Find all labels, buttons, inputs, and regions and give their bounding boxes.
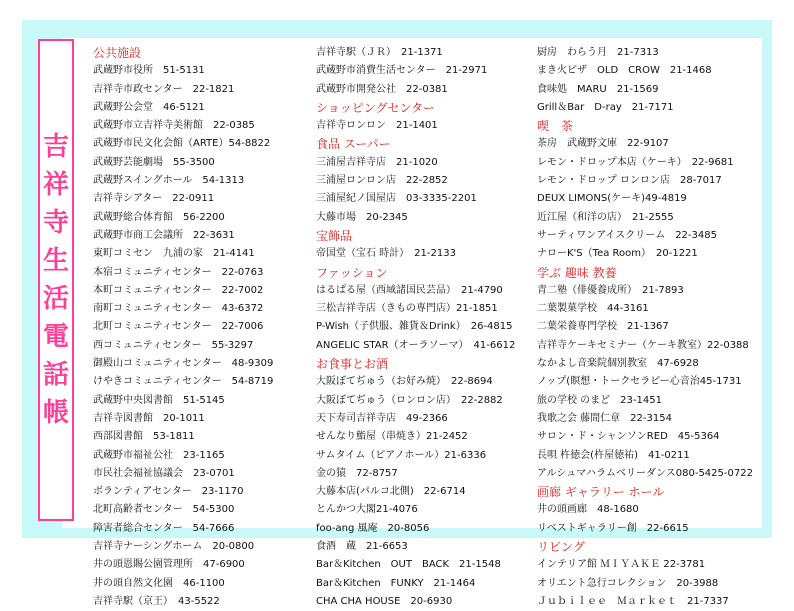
directory-entry: 井の頭画廊 48-1680 <box>537 504 639 516</box>
directory-entry: DEUX LIMONS(ケーキ)49-4819 <box>537 193 687 205</box>
title-vertical <box>38 39 74 521</box>
directory-entry: 食酒 蔵 21-6653 <box>316 541 408 553</box>
directory-entry: 吉祥寺駅（京王） 43-5522 <box>93 595 220 607</box>
directory-entry: 帝国堂（宝石 時計） 21-2133 <box>316 248 456 260</box>
directory-entry: 武蔵野公会堂 46-5121 <box>93 101 205 113</box>
directory-entry: 近江屋（和洋の店） 21-2555 <box>537 211 674 223</box>
title-char: 帳 <box>42 398 69 428</box>
directory-column-3 <box>537 44 767 611</box>
category-heading: 公共施設 <box>93 46 142 60</box>
directory-entry: 武蔵野総合体育館 56-2200 <box>93 211 225 223</box>
directory-entry: せんなり鮨屋（串焼き）21-2452 <box>316 431 468 443</box>
directory-entry: 武蔵野市役所 51-5131 <box>93 65 205 77</box>
directory-entry: 北町コミュニティセンター 22-7006 <box>93 321 264 333</box>
directory-entry: サロン・ド・シャンソンRED 45-5364 <box>537 431 720 443</box>
category-heading: リビング <box>537 540 585 555</box>
directory-entry: はるぱる屋（西域諸国民芸品） 21-4790 <box>316 284 503 296</box>
directory-entry: 吉祥寺ケーキセミナー（ケーキ教室）22-0388 <box>537 339 749 351</box>
directory-entry: 武蔵野中央図書館 51-5145 <box>93 394 225 406</box>
directory-entry: 長唄 杵徳会(杵屋徳祐) 41-0211 <box>537 449 690 461</box>
directory-entry: 三浦屋紀ノ国屋店 03-3335-2201 <box>316 193 477 205</box>
directory-entry: 厨房 わらう月 21-7313 <box>537 47 659 58</box>
directory-entry: Bar＆Kitchen OUT BACK 21-1548 <box>316 559 501 571</box>
directory-entry: サムタイム（ピアノホール）21-6336 <box>316 449 487 461</box>
directory-entry: 三松吉祥寺店（きもの専門店）21-1851 <box>316 303 498 315</box>
category-heading: 宝飾品 <box>316 228 353 243</box>
category-heading: 学ぶ 趣味 教養 <box>537 265 617 280</box>
directory-entry: ノップ(瞑想・トークセラピー心音治45-1731 <box>537 376 742 388</box>
directory-entry: 三浦屋ロンロン店 22-2852 <box>316 175 448 187</box>
directory-entry: 青二塾（俳優養成所） 21-7893 <box>537 284 684 296</box>
directory-entry: 三浦屋吉祥寺店 21-1020 <box>316 156 438 168</box>
directory-entry: 吉祥寺ナーシングホーム 20-0800 <box>93 541 255 553</box>
directory-entry: 武蔵野市商工会議所 22-3631 <box>93 229 235 241</box>
directory-entry: ANGELIC STAR（オーラソーマ） 41-6612 <box>316 339 516 351</box>
category-heading: 食品 スーパー <box>316 137 391 152</box>
directory-entry: なかよし音楽院個別教室 47-6928 <box>537 358 699 370</box>
directory-entry: 二葉製菓学校 44-3161 <box>537 303 649 315</box>
directory-entry: 食味処 MARU 21-1569 <box>537 83 659 95</box>
directory-column-1 <box>93 44 323 611</box>
category-heading: ショッピングセンター <box>316 100 436 115</box>
directory-entry: CHA CHA HOUSE 20-6930 <box>316 595 453 607</box>
directory-entry: オリエント急行コレクション 20-3988 <box>537 577 719 589</box>
directory-entry: 大藤市場 20-2345 <box>316 211 408 223</box>
directory-entry: 大阪ぼてぢゅう（お好み焼） 22-8694 <box>316 376 493 388</box>
directory-entry: 茶房 武蔵野文庫 22-9107 <box>537 138 669 150</box>
directory-entry: 吉祥寺図書館 20-1011 <box>93 412 205 424</box>
title-char: 寺 <box>42 208 69 238</box>
directory-entry: 武蔵野市立吉祥寺美術館 22-0385 <box>93 120 255 132</box>
directory-entry: 大藤本店(パルコ北側) 22-6714 <box>316 486 466 498</box>
directory-entry: 本宿コミュニティセンター 22-0763 <box>93 266 264 278</box>
directory-entry: 市民社会福祉協議会 23-0701 <box>93 467 235 479</box>
directory-entry: 吉祥寺ロンロン 21-1401 <box>316 120 438 132</box>
directory-entry: レモン・ドロップ本店（ケーキ） 22-9681 <box>537 156 734 168</box>
title-char: 吉 <box>42 132 69 162</box>
directory-entry: 武蔵野市福祉公社 23-1165 <box>93 449 225 461</box>
directory-entry: 西部図書館 53-1811 <box>93 431 195 443</box>
category-heading: 画廊 ギャラリー ホール <box>537 485 665 500</box>
directory-entry: 東町コミセン 九浦の家 21-4141 <box>93 248 255 260</box>
directory-entry: 大阪ぼてぢゅう（ロンロン店） 22-2882 <box>316 394 503 406</box>
directory-entry: 吉祥寺駅（ＪＲ） 21-1371 <box>316 47 443 58</box>
directory-entry: インテリア館 ＭＩＹＡＫＥ 22-3781 <box>537 559 706 571</box>
directory-entry: 北町高齢者センター 54-5300 <box>93 504 235 516</box>
directory-entry: 障害者総合センター 54-7666 <box>93 522 235 534</box>
directory-entry: ボランティアセンター 23-1170 <box>93 486 244 498</box>
directory-column-2 <box>316 44 546 611</box>
title-char: 話 <box>42 360 69 390</box>
directory-entry: foo-ang 風庵 20-8056 <box>316 522 430 534</box>
directory-entry: 我歌之会 藤間仁章 22-3154 <box>537 412 672 424</box>
directory-entry: 南町コミュニティセンター 43-6372 <box>93 303 264 315</box>
directory-entry: アルシュマハラムベリーダンス080-5425-0722 <box>537 467 753 479</box>
directory-entry: 武蔵野市民文化会館（ARTE）54-8822 <box>93 138 271 150</box>
directory-entry: 天下寿司吉祥寺店 49-2366 <box>316 412 448 424</box>
directory-entry: ナローK'S（Tea Room） 20-1221 <box>537 248 698 260</box>
category-heading: 喫 茶 <box>537 119 574 134</box>
title-char: 生 <box>42 246 69 276</box>
directory-entry: まき火ピザ OLD CROW 21-1468 <box>537 65 712 77</box>
category-heading: お食事とお酒 <box>316 357 389 372</box>
directory-entry: 御殿山コミュニティセンター 48-9309 <box>93 358 274 370</box>
directory-entry: サーティワンアイスクリーム 22-3485 <box>537 229 717 241</box>
directory-entry: 武蔵野スイングホール 54-1313 <box>93 175 245 187</box>
directory-entry: リベストギャラリー創 22-6615 <box>537 522 689 534</box>
directory-entry: 本町コミュニティセンター 22-7002 <box>93 284 264 296</box>
directory-entry: 武蔵野市開発公社 22-0381 <box>316 83 448 95</box>
directory-entry: P-Wish（子供服、雑貨＆Drink） 26-4815 <box>316 321 513 333</box>
category-heading: ファッション <box>316 265 388 280</box>
directory-entry: Bar＆Kitchen FUNKY 21-1464 <box>316 577 476 589</box>
directory-entry: 吉祥寺市政センター 22-1821 <box>93 83 235 95</box>
directory-entry: 西コミュニティセンター 55-3297 <box>93 339 254 351</box>
directory-entry: 武蔵野芸能劇場 55-3500 <box>93 156 215 168</box>
title-char: 活 <box>42 284 69 314</box>
directory-entry: Grill＆Bar D-ray 21-7171 <box>537 101 674 113</box>
directory-entry: レモン・ドロップ ロンロン店 28-7017 <box>537 175 722 187</box>
directory-entry: 吉祥寺シアター 22-0911 <box>93 193 215 205</box>
directory-entry: 金の猿 72-8757 <box>316 467 398 479</box>
directory-entry: 井の頭恩賜公園管理所 47-6900 <box>93 559 245 571</box>
directory-entry: 井の頭自然文化園 46-1100 <box>93 577 225 589</box>
directory-entry: とんかつ大閣21-4076 <box>316 504 418 516</box>
title-char: 祥 <box>42 170 69 200</box>
directory-entry: 二葉栄養専門学校 21-1367 <box>537 321 669 333</box>
directory-entry: 武蔵野市消費生活センター 21-2971 <box>316 65 488 77</box>
directory-entry: けやきコミュニティセンター 54-8719 <box>93 376 274 388</box>
directory-entry: Ｊｕｂｉｌｅｅ Ｍａｒｋｅｔ 21-7337 <box>537 595 729 607</box>
title-char: 電 <box>42 322 69 352</box>
directory-entry: 旅の学校 のまど 23-1451 <box>537 394 662 406</box>
